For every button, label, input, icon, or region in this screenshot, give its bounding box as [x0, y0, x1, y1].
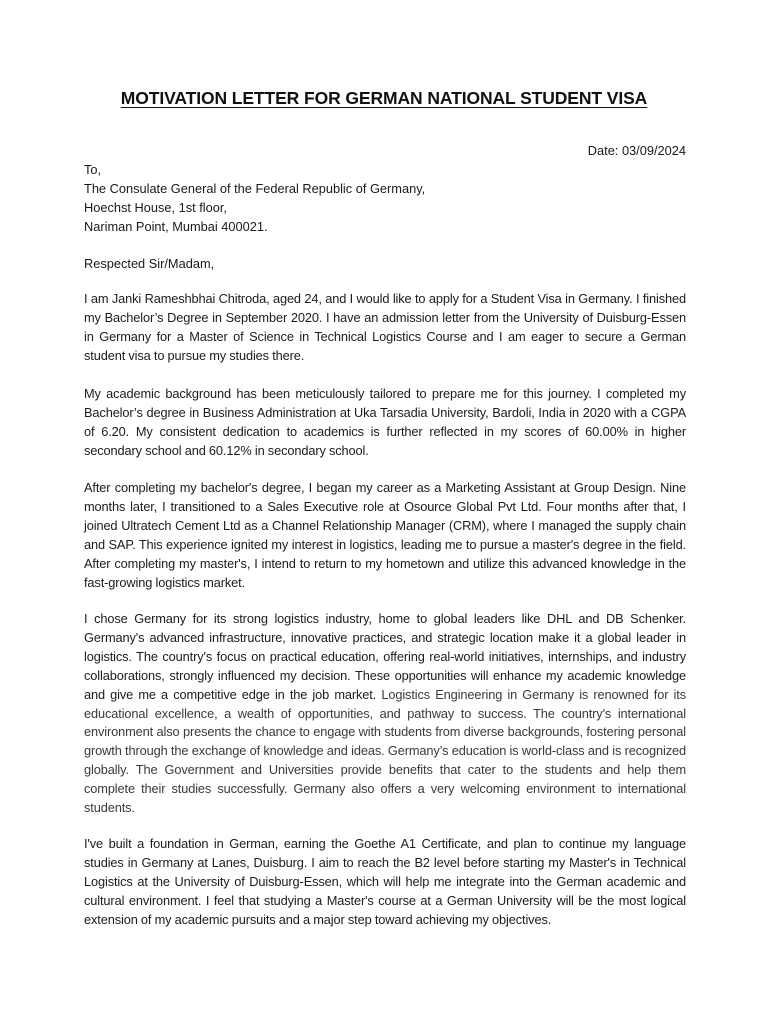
paragraph-introduction: I am Janki Rameshbhai Chitroda, aged 24, and I would like to apply for a Student Visa in Germany. I finished my Bachelor’s Degree in September 2020. I have an admission letter from the University of Duisburg-Essen in Germany for a Master of Science in Technical Logistics Course and I am eager to secure a German student visa to pursue my studies there. [84, 291, 686, 363]
paragraph-why-germany [84, 610, 686, 818]
paragraph-language-skills: I've built a foundation in German, earning the Goethe A1 Certificate, and plan to continue my language studies in Germany at Lanes, Duisburg. I aim to reach the B2 level before starting my Master's in Technical Logistics at the University of Duisburg-Essen, which will help me integrate into the German academic and cultural environment. I feel that studying a Master's course at a German University will be the most logical extension of my academic pursuits and a major step toward achieving my objectives. [84, 836, 686, 927]
paragraph-work-experience: After completing my bachelor's degree, I began my career as a Marketing Assistant at Group Design. Nine months later, I transitioned to a Sales Executive role at Osource Global Pvt Ltd. Four months after that, I joined Ultratech Cement Ltd as a Channel Relationship Manager (CRM), where I managed the supply chain and SAP. This experience ignited my interest in logistics, leading me to pursue a master's degree in the field. After completing my master's, I intend to return to my hometown and utilize this advanced knowledge in the fast-growing logistics market. [84, 480, 686, 590]
letter-date: Date: 03/09/2024 [587, 143, 686, 158]
letter-title: MOTIVATION LETTER FOR GERMAN NATIONAL STUDENT VISA [120, 88, 648, 108]
why-germany-part-1: I chose Germany for its strong logistics industry, home to global leaders like DHL and DB Schenker. Germany's advanced infrastructure, innovative practices, and strategic location make it a global leader in logistics. The country's focus on practical education, offering real-world initiatives, internships, and industry collaborations, strongly influenced my decision. These opportunities will enhance my academic knowledge and give me a competitive edge in the job market. [84, 611, 686, 702]
paragraph-academic-background: My academic background has been meticulously tailored to prepare me for this journey. I completed my Bachelor’s degree in Business Administration at Uka Tarsadia University, Bardoli, India in 2020 with a CGPA of 6.20. My consistent dedication to academics is further reflected in my scores of 60.00% in higher secondary school and 60.12% in secondary school. [84, 386, 686, 458]
recipient-line-3: Nariman Point, Mumbai 400021. [84, 219, 268, 234]
recipient-address [84, 160, 425, 236]
recipient-line-1: The Consulate General of the Federal Republic of Germany, [84, 181, 426, 196]
salutation: Respected Sir/Madam, [84, 256, 215, 271]
why-germany-part-2: Logistics Engineering in Germany is renowned for its educational excellence, a wealth of opportunities, and pathway to success. The country's international environment also presents the chance to engage with students from diverse backgrounds, fostering personal growth through the exchange of knowledge and ideas. Germany’s education is world-class and is recognized globally. The Government and Universities provide benefits that cater to the students and help them complete their studies successfully. Germany also offers a very welcoming environment to international students. [84, 686, 686, 816]
recipient-to: To, [84, 162, 102, 177]
recipient-line-2: Hoechst House, 1st floor, [84, 200, 227, 215]
